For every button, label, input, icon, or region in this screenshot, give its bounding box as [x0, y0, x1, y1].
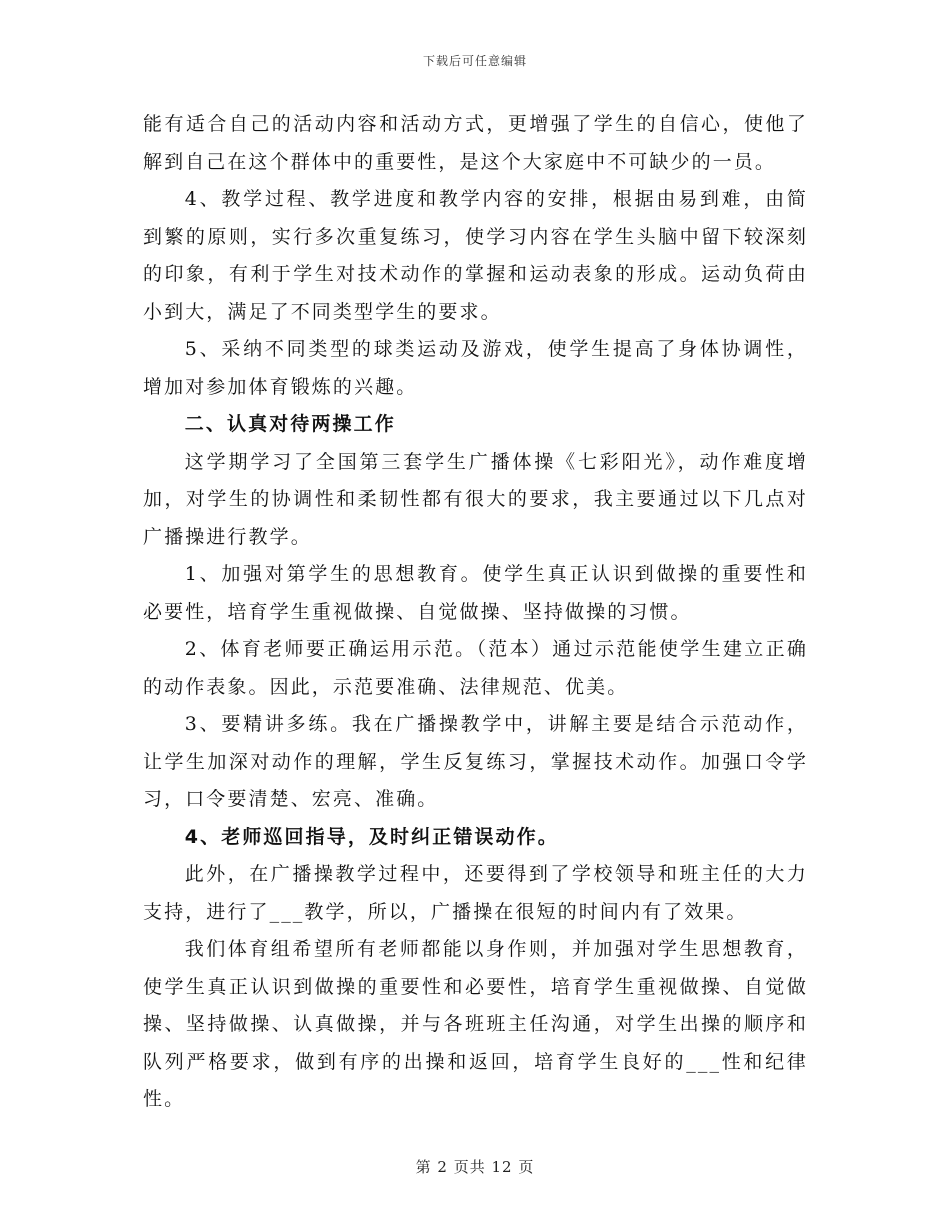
document-body: [143, 106, 808, 1119]
paragraph-11: 我们体育组希望所有老师都能以身作则，并加强对学生思想教育，使学生真正认识到做操的重要性和必要性，培育学生重视做操、自觉做操、坚持做操、认真做操，并与各班班主任沟通，对学生出操的顺序和队列严格要求，做到有序的出操和返回，培育学生良好的___性和纪律性。: [143, 938, 808, 1110]
paragraph-8: 3、要精讲多练。我在广播操教学中，讲解主要是结合示范动作，让学生加深对动作的理解，学生反复练习，掌握技术动作。加强口令学习，口令要清楚、宏亮、准确。: [143, 713, 808, 810]
paragraph-5: 这学期学习了全国第三套学生广播体操《七彩阳光》，动作难度增加，对学生的协调性和柔韧性都有很大的要求，我主要通过以下几点对广播操进行教学。: [143, 450, 808, 548]
page-header: 下载后可任意编辑: [422, 54, 527, 68]
page-footer: 第 2 页共 12 页: [415, 1158, 535, 1176]
paragraph-10: 此外，在广播操教学过程中，还要得到了学校领导和班主任的大力支持，进行了___教学，所以，广播操在很短的时间内有了效果。: [143, 863, 808, 923]
paragraph-6: 1、加强对第学生的思想教育。使学生真正认识到做操的重要性和必要性，培育学生重视做操、自觉做操、坚持做操的习惯。: [143, 563, 808, 623]
paragraph-3: 5、采纳不同类型的球类运动及游戏，使学生提高了身体协调性，增加对参加体育锻炼的兴趣。: [143, 338, 808, 398]
section-heading-two-exercises: 二、认真对待两操工作: [184, 413, 396, 435]
paragraph-7: 2、体育老师要正确运用示范。（范本）通过示范能使学生建立正确的动作表象。因此，示范要准确、法律规范、优美。: [143, 638, 808, 698]
subheading-teacher-guidance: 4、老师巡回指导，及时纠正错误动作。: [184, 825, 559, 848]
paragraph-1: 能有适合自己的活动内容和活动方式，更增强了学生的自信心，使他了解到自己在这个群体中的重要性，是这个大家庭中不可缺少的一员。: [143, 113, 808, 173]
paragraph-2: 4、教学过程、教学进度和教学内容的安排，根据由易到难，由简到繁的原则，实行多次重复练习，使学习内容在学生头脑中留下较深刻的印象，有利于学生对技术动作的掌握和运动表象的形成。运动负荷由小到大，满足了不同类型学生的要求。: [143, 188, 808, 323]
